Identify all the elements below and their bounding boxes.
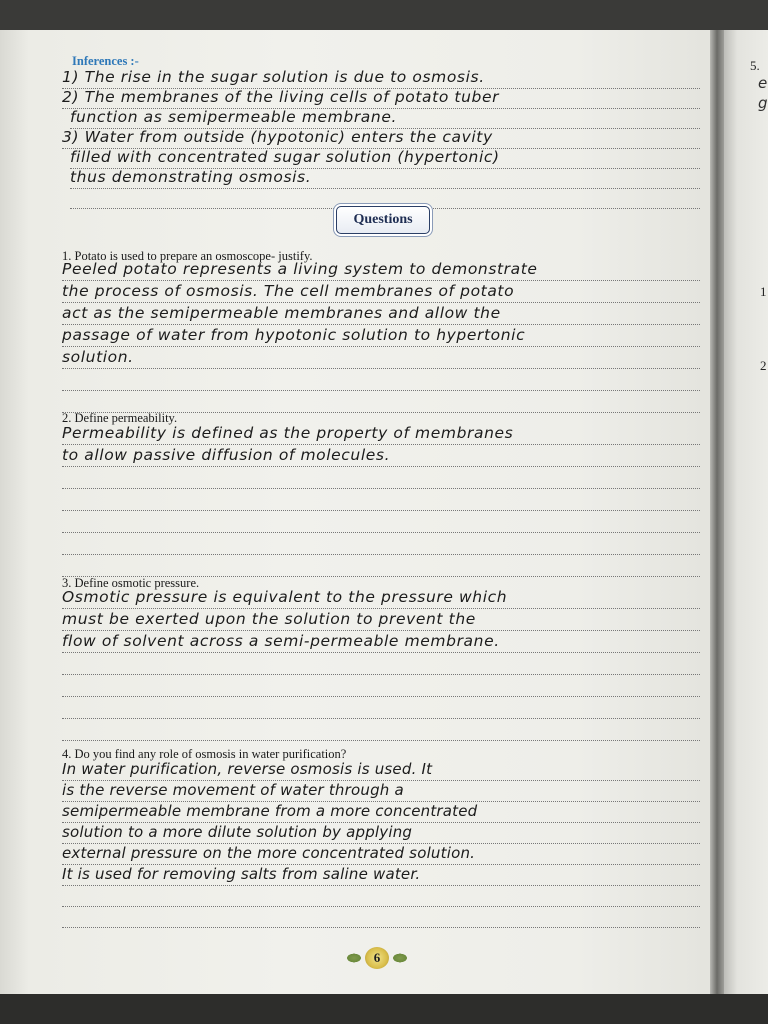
adjacent-page-fragment: 1 xyxy=(760,284,767,299)
inference-line: 1) The rise in the sugar solution is due to osmosis. xyxy=(62,68,700,89)
answer-line xyxy=(62,907,700,928)
adjacent-page-fragment: 2 xyxy=(760,358,767,373)
answer-line: the process of osmosis. The cell membranes of potato xyxy=(62,282,700,303)
answer-line: external pressure on the more concentrated solution. xyxy=(62,844,700,865)
answer-line xyxy=(62,512,700,533)
questions-heading: Questions xyxy=(336,206,430,234)
answer-line: Permeability is defined as the property of membranes xyxy=(62,424,700,445)
page-number-badge xyxy=(346,947,408,969)
answer-line xyxy=(62,676,700,697)
adjacent-page-fragment: 5. xyxy=(750,58,760,73)
answer-line xyxy=(62,392,700,413)
question-4-prompt: 4. Do you find any role of osmosis in water purification? xyxy=(62,747,347,761)
answer-line xyxy=(62,534,700,555)
background-surface xyxy=(0,994,768,1024)
answer-line: must be exerted upon the solution to prevent the xyxy=(62,610,700,631)
answer-line: semipermeable membrane from a more concentrated xyxy=(62,802,700,823)
answer-line xyxy=(62,556,700,577)
answer-line: is the reverse movement of water through a xyxy=(62,781,700,802)
adjacent-page-edge xyxy=(724,30,768,994)
question-3-prompt: 3. Define osmotic pressure. xyxy=(62,576,200,590)
inferences-heading: Inferences :- xyxy=(72,54,139,68)
book-gutter xyxy=(710,30,724,994)
answer-line: Peeled potato represents a living system to demonstrate xyxy=(62,260,700,281)
inference-line: filled with concentrated sugar solution (hypertonic) xyxy=(70,148,700,169)
answer-line: Osmotic pressure is equivalent to the pressure which xyxy=(62,588,700,609)
answer-line xyxy=(62,654,700,675)
answer-line: It is used for removing salts from saline water. xyxy=(62,865,700,886)
page-number: 6 xyxy=(365,947,389,969)
ornament-left-icon xyxy=(346,953,362,963)
answer-line: In water purification, reverse osmosis is used. It xyxy=(62,760,700,781)
inference-line: 2) The membranes of the living cells of potato tuber xyxy=(62,88,700,109)
answer-line: passage of water from hypotonic solution to hypertonic xyxy=(62,326,700,347)
answer-line xyxy=(62,886,700,907)
ornament-right-icon xyxy=(392,953,408,963)
workbook-page xyxy=(0,30,718,994)
answer-line: act as the semipermeable membranes and allow the xyxy=(62,304,700,325)
adjacent-page-handwriting: e xyxy=(758,74,768,92)
answer-line: to allow passive diffusion of molecules. xyxy=(62,446,700,467)
inference-line: 3) Water from outside (hypotonic) enters the cavity xyxy=(62,128,700,149)
answer-line xyxy=(62,370,700,391)
inference-line: function as semipermeable membrane. xyxy=(70,108,700,129)
answer-line: solution to a more dilute solution by applying xyxy=(62,823,700,844)
answer-line: flow of solvent across a semi-permeable membrane. xyxy=(62,632,700,653)
answer-line xyxy=(62,720,700,741)
answer-line: solution. xyxy=(62,348,700,369)
answer-line xyxy=(62,468,700,489)
adjacent-page-handwriting: g xyxy=(758,94,768,112)
inference-line: thus demonstrating osmosis. xyxy=(70,168,700,189)
question-1-prompt: 1. Potato is used to prepare an osmoscope- justify. xyxy=(62,249,313,263)
answer-line xyxy=(62,698,700,719)
answer-line xyxy=(62,490,700,511)
question-2-prompt: 2. Define permeability. xyxy=(62,411,178,425)
